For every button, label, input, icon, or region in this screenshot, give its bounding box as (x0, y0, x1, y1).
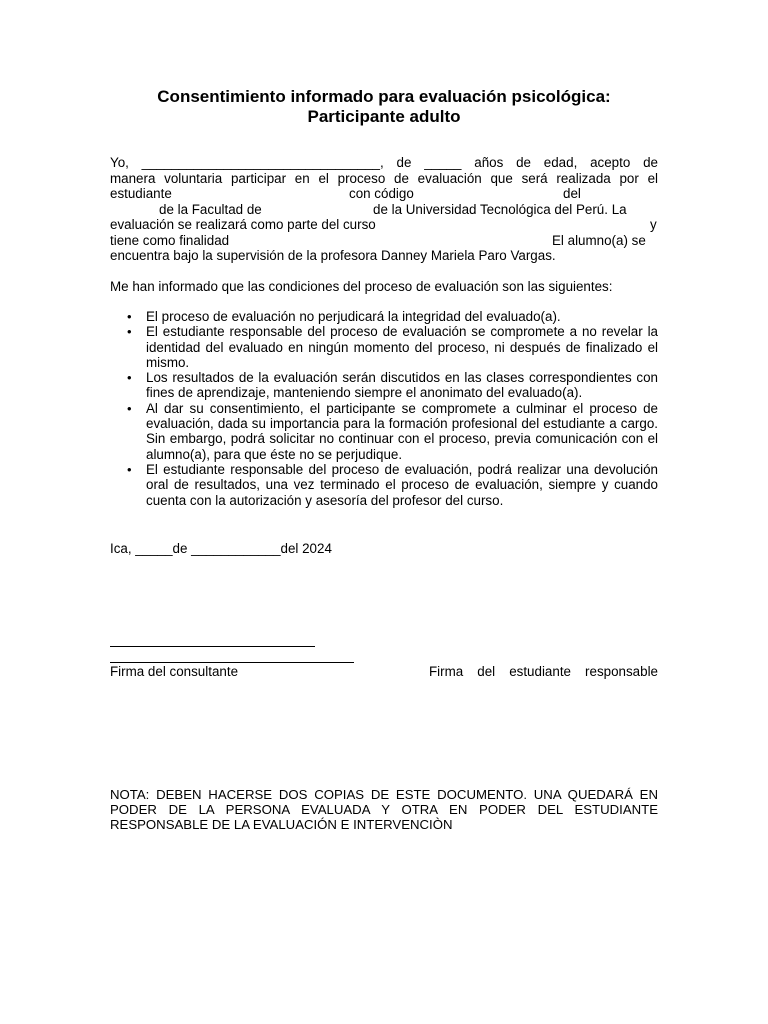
intro-finalidad: tiene como finalidad (110, 233, 230, 248)
condition-item (110, 462, 658, 508)
signature-consultant-label: Firma del consultante (110, 664, 239, 679)
condition-text: El estudiante responsable del proceso de evaluación, podrá realizar una devolución oral de resultados, una vez terminado el proceso de evaluación, siempre y cuando cuenta con la autorización y asesoría del profesor del curso. (146, 461, 658, 508)
document-title-line-2: Participante adulto (307, 107, 461, 126)
date-line: Ica, _____de ____________del 2024 (110, 541, 332, 556)
intro-curso: evaluación se realizará como parte del curso (110, 217, 376, 232)
intro-word-codigo: con código (349, 186, 414, 201)
bullet-icon: • (127, 309, 132, 324)
note-paragraph: NOTA: DEBEN HACERSE DOS COPIAS DE ESTE DOCUMENTO. UNA QUEDARÁ EN PODER DE LA PERSONA EVALUADA Y OTRA EN PODER DEL ESTUDIANTE RESPONSABLE DE LA EVALUACIÓN E INTERVENCIÒN (110, 787, 658, 833)
condition-item (110, 309, 658, 324)
intro-facultad: de la Facultad de (159, 202, 262, 217)
intro-word-del: del (563, 186, 581, 201)
bullet-icon: • (127, 370, 132, 386)
intro-supervision: encuentra bajo la supervisión de la profesora Danney Mariela Paro Vargas. (110, 248, 556, 263)
condition-text: El estudiante responsable del proceso de evaluación se compromete a no revelar la identidad del evaluado en ningún momento del proceso, ni después de finalizado el mismo. (146, 324, 658, 370)
condition-item (110, 370, 658, 401)
bullet-icon: • (127, 400, 132, 416)
bullet-icon: • (127, 324, 132, 340)
bullet-icon: • (127, 461, 132, 477)
intro-word-estudiante: estudiante (110, 186, 172, 201)
conditions-intro: Me han informado que las condiciones del proceso de evaluación son las siguientes: (110, 279, 613, 294)
intro-alumno: El alumno(a) se (552, 233, 646, 248)
condition-item (110, 324, 658, 370)
document-title-line-1: Consentimiento informado para evaluación psicológica: (157, 87, 611, 106)
intro-line-2: manera voluntaria participar en el proceso de evaluación que será realizada por el (110, 171, 658, 186)
conditions-list (110, 309, 658, 508)
condition-text: El proceso de evaluación no perjudicará la integridad del evaluado(a). (146, 309, 561, 324)
condition-text: Al dar su consentimiento, el participante se compromete a culminar el proceso de evaluación, dada su importancia para la formación profesional del estudiante a cargo. Sin embargo, podrá solicitar no continuar con el proceso, previa comunicación con el alumno(a), para que éste no se perjudique. (146, 400, 658, 462)
intro-universidad: de la Universidad Tecnológica del Perú. La (373, 202, 627, 217)
signature-line-1 (110, 646, 315, 647)
signature-line-2 (110, 662, 354, 663)
intro-word-y: y (650, 217, 657, 232)
intro-line-1: Yo, ________________________________, de _____ años de edad, acepto de (110, 155, 658, 170)
condition-text: Los resultados de la evaluación serán discutidos en las clases correspondientes con fines de aprendizaje, manteniendo siempre el anonimato del evaluado(a). (146, 370, 658, 401)
signature-student-label: Firma del estudiante responsable (429, 664, 658, 679)
condition-item (110, 401, 658, 462)
